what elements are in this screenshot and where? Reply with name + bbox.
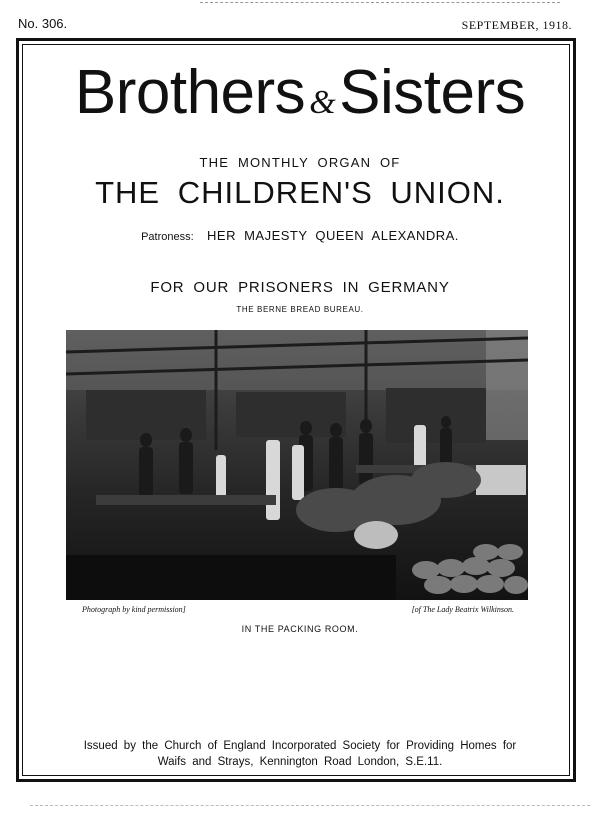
publisher-footer (40, 738, 560, 770)
photo-caption: IN THE PACKING ROOM. (241, 624, 359, 634)
issue-date: SEPTEMBER, 1918. (461, 18, 572, 32)
subheadline: THE BERNE BREAD BUREAU. (236, 305, 364, 314)
top-dashed-rule (200, 2, 560, 3)
masthead-title (0, 58, 600, 127)
masthead-ampersand: & (309, 84, 336, 121)
patroness-label: Patroness: (141, 231, 194, 243)
photo-illustration (66, 330, 528, 600)
photo-credit-right: [of The Lady Beatrix Wilkinson. (411, 605, 514, 614)
bottom-dashed-rule (30, 805, 590, 806)
masthead-sisters: Sisters (339, 58, 526, 127)
organ-line: THE MONTHLY ORGAN OF (199, 155, 401, 170)
patroness-name: HER MAJESTY QUEEN ALEXANDRA. (207, 228, 459, 243)
headline: FOR OUR PRISONERS IN GERMANY (150, 279, 450, 296)
patroness-line (0, 228, 600, 243)
photo-credit-left: Photograph by kind permission] (82, 605, 186, 614)
masthead-brothers: Brothers (74, 58, 306, 127)
publisher-line-1: Issued by the Church of England Incorporated Society for Providing Homes for (83, 740, 517, 752)
packing-room-photograph (66, 330, 528, 600)
union-name: THE CHILDREN'S UNION. (95, 175, 505, 210)
publisher-line-2: Waifs and Strays, Kennington Road London, S.E.11. (157, 756, 443, 768)
issue-number: No. 306. (18, 16, 68, 31)
